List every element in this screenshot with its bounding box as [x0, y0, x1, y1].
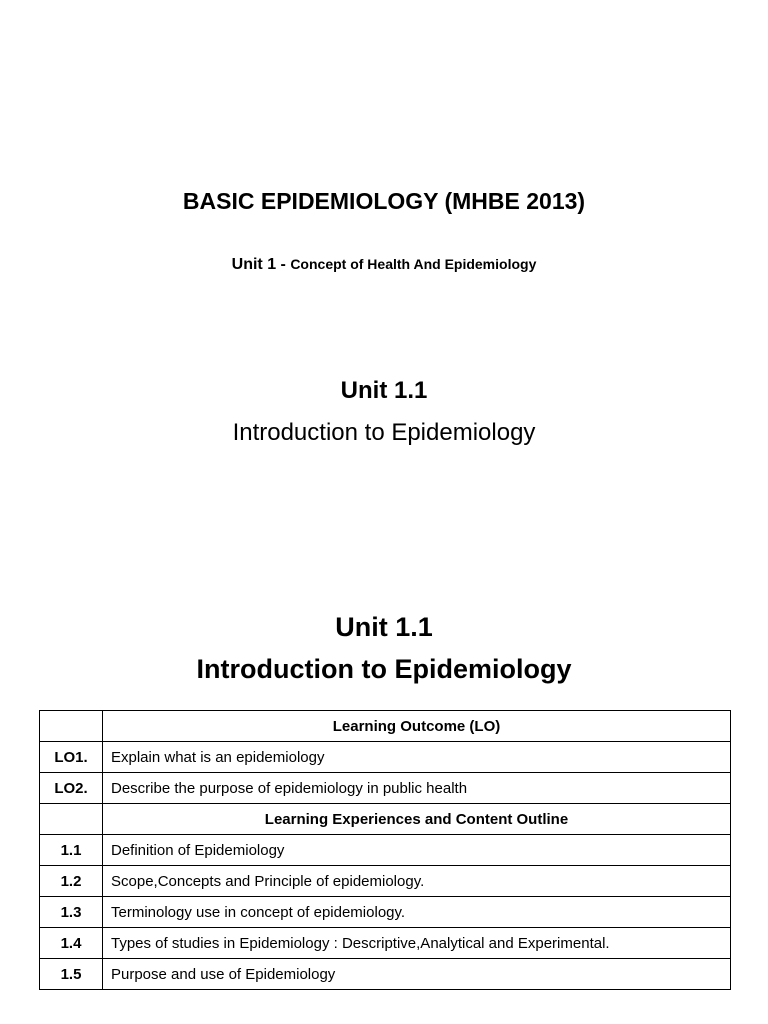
table-row — [40, 742, 731, 773]
slide2-unit-title: Introduction to Epidemiology — [196, 654, 572, 684]
content-code: 1.1 — [40, 835, 103, 866]
content-code: 1.2 — [40, 866, 103, 897]
content-outline-header: Learning Experiences and Content Outline — [103, 804, 731, 835]
slide1-unit-title: Introduction to Epidemiology — [232, 419, 536, 446]
outcome-text: Describe the purpose of epidemiology in public health — [103, 773, 731, 804]
content-text: Scope,Concepts and Principle of epidemiology. — [103, 866, 731, 897]
table-row — [40, 897, 731, 928]
content-text: Terminology use in concept of epidemiology. — [103, 897, 731, 928]
table-row — [40, 773, 731, 804]
learning-outcome-header: Learning Outcome (LO) — [103, 711, 731, 742]
table-row — [40, 711, 731, 742]
slide2-unit-number: Unit 1.1 — [335, 612, 433, 642]
learning-outline-table — [39, 710, 731, 990]
slide1-unit-number: Unit 1.1 — [340, 377, 428, 404]
content-code: 1.4 — [40, 928, 103, 959]
content-text: Definition of Epidemiology — [103, 835, 731, 866]
outcome-code: LO2. — [40, 773, 103, 804]
unit-heading — [0, 256, 768, 274]
content-text: Purpose and use of Epidemiology — [103, 959, 731, 990]
table-row — [40, 959, 731, 990]
outcome-code: LO1. — [40, 742, 103, 773]
table-row — [40, 835, 731, 866]
table-row — [40, 928, 731, 959]
document-title: BASIC EPIDEMIOLOGY (MHBE 2013) — [182, 188, 586, 214]
table-row — [40, 804, 731, 835]
content-code: 1.3 — [40, 897, 103, 928]
table-row — [40, 866, 731, 897]
unit-prefix: Unit 1 - — [231, 256, 291, 273]
content-code: 1.5 — [40, 959, 103, 990]
table-cell-empty — [40, 711, 103, 742]
outcome-text: Explain what is an epidemiology — [103, 742, 731, 773]
table-cell-empty — [40, 804, 103, 835]
content-text: Types of studies in Epidemiology : Descriptive,Analytical and Experimental. — [103, 928, 731, 959]
unit-subtitle: Concept of Health And Epidemiology — [290, 256, 537, 272]
